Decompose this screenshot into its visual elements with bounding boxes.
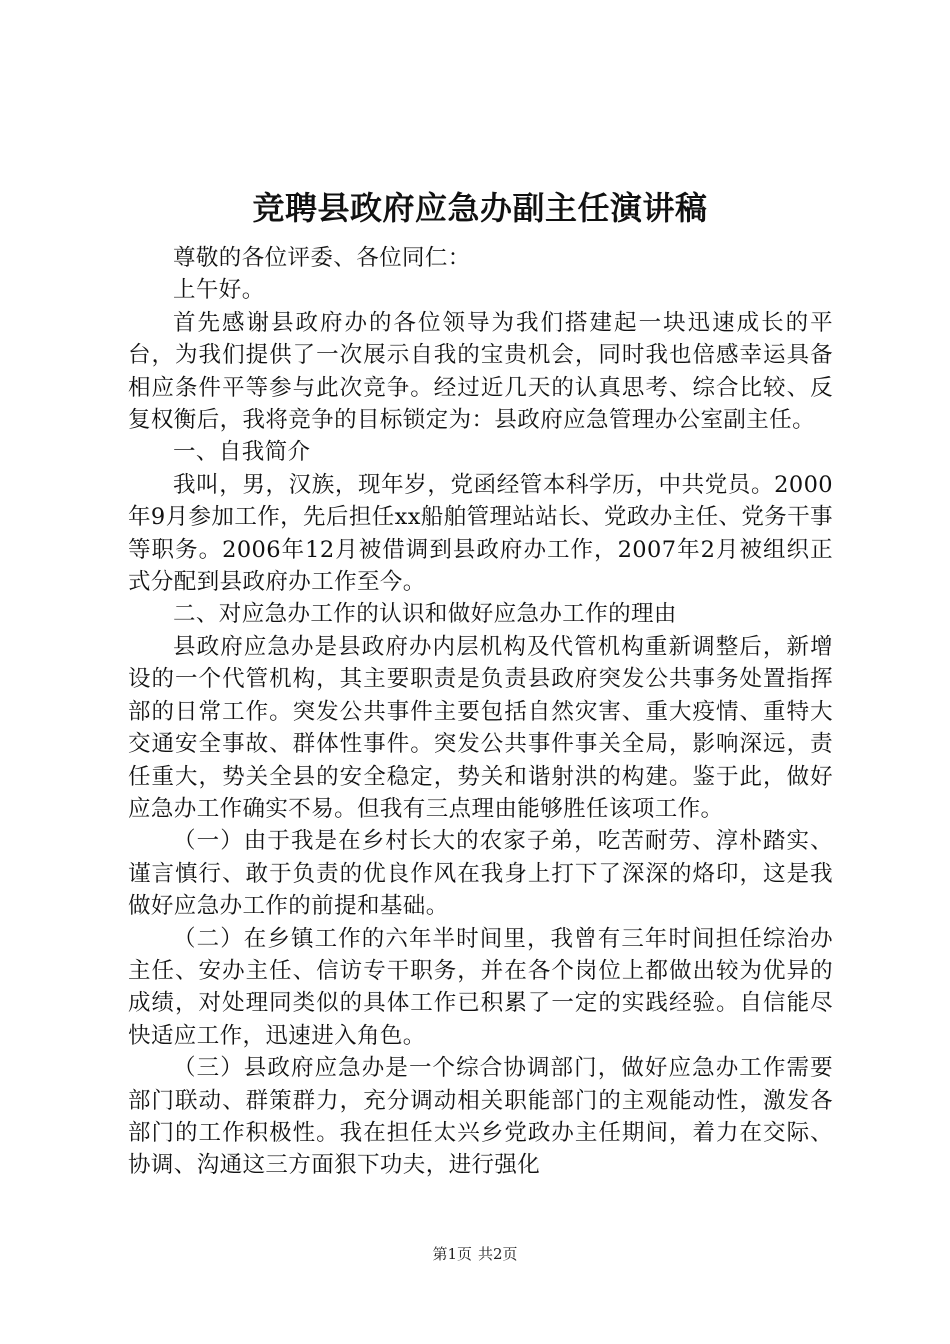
document-body (128, 212, 833, 1182)
page-total: 共2页 (478, 1245, 518, 1263)
section-heading-self-intro: 一、自我简介 (173, 439, 311, 466)
self-intro-paragraph: 我叫，男，汉族，现年岁，党函经管本科学历，中共党员。2000年9月参加工作，先后担任xx船舶管理站站长、党政办主任、党务干事等职务。2006年12月被借调到县政府办工作，2007年2月被组织正式分配到县政府办工作至今。 (128, 471, 833, 596)
greeting-paragraph: 上午好。 (173, 277, 265, 304)
reason-one-paragraph: （一）由于我是在乡村长大的农家子弟，吃苦耐劳、淳朴踏实、谨言慎行、敢于负责的优良作风在我身上打下了深深的烙印，这是我做好应急办工作的前提和基础。 (128, 828, 833, 920)
section-heading-understanding: 二、对应急办工作的认识和做好应急办工作的理由 (173, 601, 677, 628)
reason-two-paragraph: （二）在乡镇工作的六年半时间里，我曾有三年时间担任综治办主任、安办主任、信访专干职务，并在各个岗位上都做出较为优异的成绩，对处理同类似的具体工作已积累了一定的实践经验。自信能尽快适应工作，迅速进入角色。 (128, 925, 833, 1049)
intro-paragraph: 首先感谢县政府办的各位领导为我们搭建起一块迅速成长的平台，为我们提供了一次展示自我的宝贵机会，同时我也倍感幸运具备相应条件平等参与此次竞争。经过近几天的认真思考、综合比较、反复权衡后，我将竞争的目标锁定为：县政府应急管理办公室副主任。 (128, 309, 833, 434)
salutation-paragraph: 尊敬的各位评委、各位同仁： (173, 245, 471, 271)
understanding-paragraph: 县政府应急办是县政府办内层机构及代管机构重新调整后，新增设的一个代管机构，其主要职责是负责县政府突发公共事务处置指挥部的日常工作。突发公共事件主要包括自然灾害、重大疫情、重特大交通安全事故、群体性事件。突发公共事件事关全局，影响深远，责任重大，势关全县的安全稳定，势关和谐射洪的构建。鉴于此，做好应急办工作确实不易。但我有三点理由能够胜任该项工作。 (128, 633, 833, 822)
reason-three-paragraph: （三）县政府应急办是一个综合协调部门，做好应急办工作需要部门联动、群策群力，充分调动相关职能部门的主观能动性，激发各部门的工作积极性。我在担任太兴乡党政办主任期间，着力在交际、协调、沟通这三方面狠下功夫，进行强化 (128, 1055, 833, 1179)
page-footer (0, 1244, 950, 1264)
page-number: 第1页 (432, 1245, 472, 1263)
document-title: 竞聘县政府应急办副主任演讲稿 (252, 189, 708, 227)
